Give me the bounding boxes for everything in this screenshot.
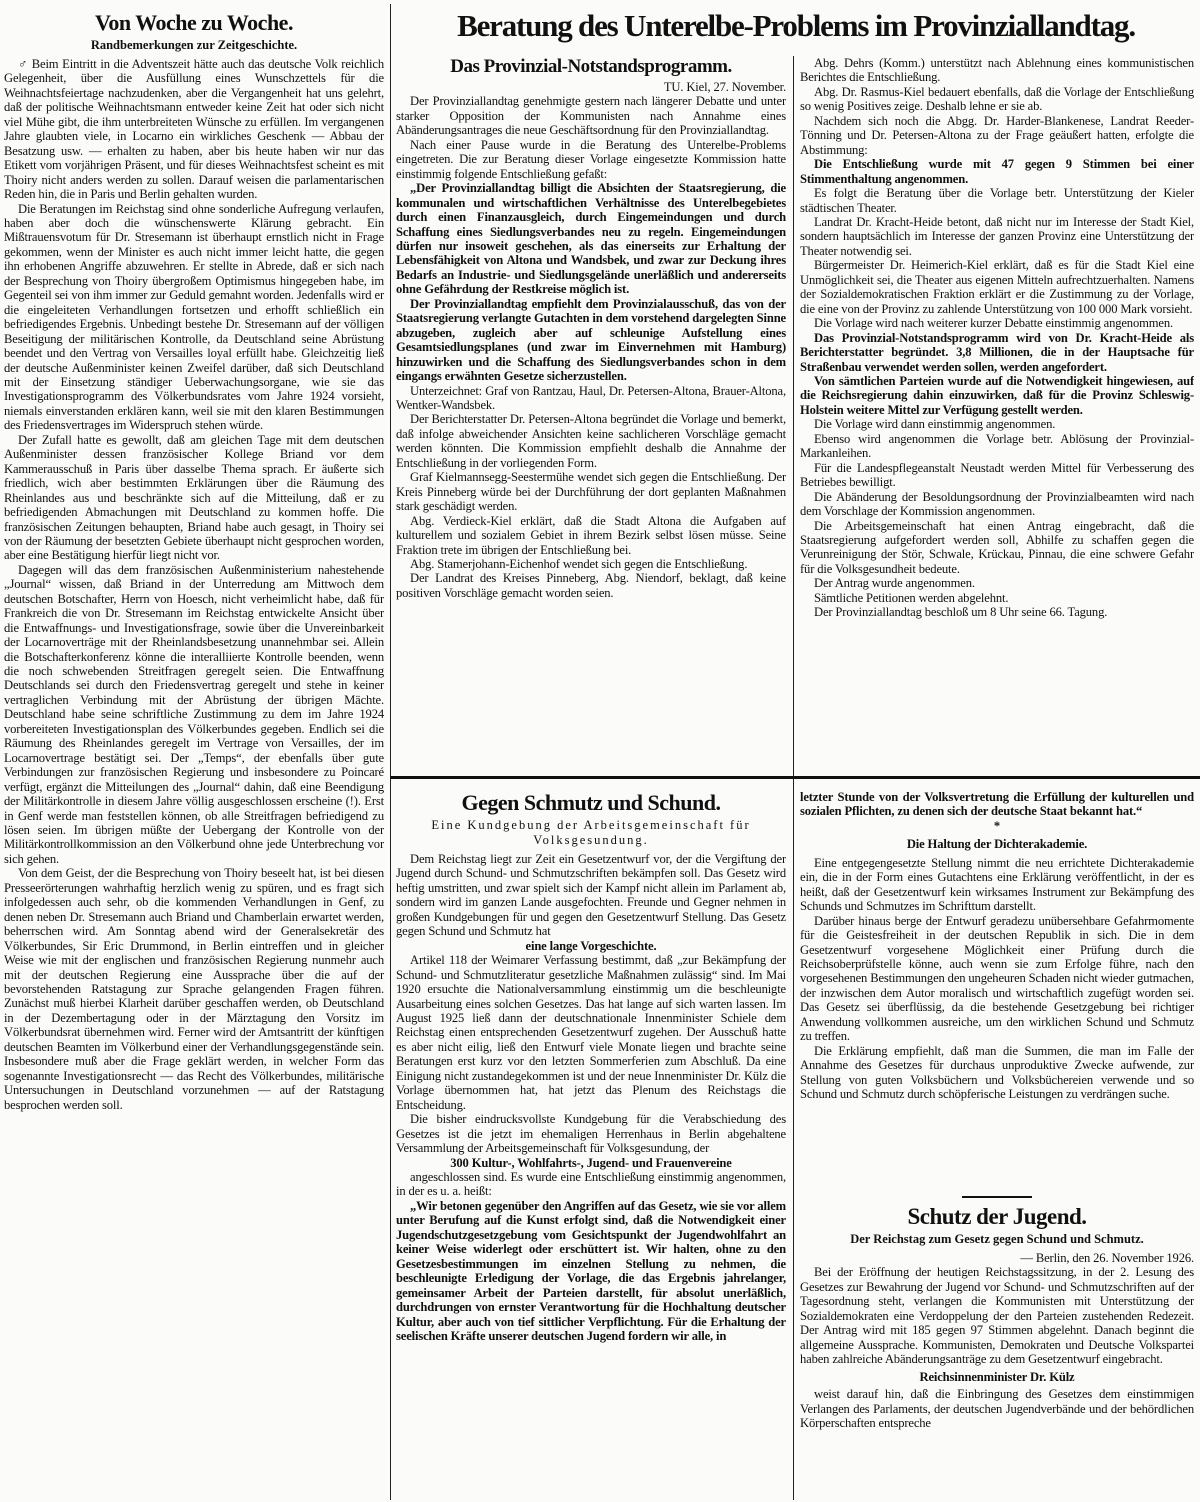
section-rule — [390, 776, 1200, 779]
separator-star: * — [993, 818, 1001, 833]
paragraph: Das Provinzial-Notstandsprogramm wird von Dr. Kracht-Heide als Berichterstatter begründet. 3,8 Millionen, die in der Hauptsache für Straßenbau verwendet werden sollen, werden angefordert. — [800, 330, 1194, 374]
paragraph: ♂ Beim Eintritt in die Adventszeit hätte auch das deutsche Volk reichlich Gelegenheit, über die Ausfüllung eines Wunschzettels für die Weihnachtsfeiertage nachzudenken, aber die Vergangenheit hat uns gelehrt, daß der politische Weihnachtsmann entweder keine Zeit hat oder sich nicht viel Mühe gibt, die ihm unterbreiteten Wünsche zu erfüllen. Im vergangenen Jahre glaubten viele, in Locarno ein wirkliches Geschenk — Abbau der Besatzung usw. — erhalten zu haben, aber bis heute haben wir nur das Etikett vom vorjährigen Präsent, und für dieses Weihnachtsfest scheint es mit Thoiry nicht anders werden zu sollen. Darauf weisen die parlamentarischen Reden hin, die in Paris und Berlin gehalten wurden. — [4, 57, 384, 202]
paragraph: Abg. Dehrs (Komm.) unterstützt nach Ablehnung eines kommunistischen Berichtes die Entschließung. — [800, 56, 1194, 85]
article-title: Das Provinzial-Notstandsprogramm. — [450, 56, 732, 77]
paragraph: Bei der Eröffnung der heutigen Reichstagssitzung, in der 2. Lesung des Gesetzes zur Bewahrung der Jugend vor Schund- und Schmutzschriften auf der Tagesordnung steht, verlangen die Kommunisten mit Unterstützung der Sozialdemokraten eine Verdoppelung der den Parteien zustehenden Redezeit. Der Antrag wird mit 185 gegen 97 Stimmen abgelehnt. Danach beginnt die allgemeine Aussprache. Kommunisten, Demokraten und Deutsche Volkspartei haben zahlreiche Abänderungsanträge zu dem Gesetzentwurf eingebracht. — [800, 1265, 1194, 1367]
paragraph: Abg. Dr. Rasmus-Kiel bedauert ebenfalls, daß die Vorlage der Entschließung so wenig Positives zeige. Deshalb lehne er sie ab. — [800, 84, 1194, 114]
article-title: Schutz der Jugend. — [907, 1204, 1087, 1229]
article-title: Gegen Schmutz und Schund. — [461, 790, 721, 815]
paragraph: Dem Reichstag liegt zur Zeit ein Gesetzentwurf vor, der die Vergiftung der Jugend durch Schund- und Schmutzschriften bekämpfen soll. Das Gesetz wird heftig umstritten, und zwar spielt sich der Kampf nicht allein im Parlament ab, sondern wird im ganzen Lande ausgefochten. Freunde und Gegner nehmen in großen Kundgebungen für und gegen den Gesetzentwurf Stellung. Das Gesetz gegen Schund und Schmutz hat — [396, 852, 786, 939]
resolution-quote: „Wir betonen gegenüber den Angriffen auf das Gesetz, wie sie vor allem unter Berufung auf die Kunst erfolgt sind, daß die Notwendigkeit einer Jugendschutzgesetzgebung vom Gesichtspunkt der Jugendwohlfahrt an keiner Weise widerlegt oder erschüttert ist. Wir halten, ohne zu den Gesetzesbestimmungen im einzelnen Stellung zu nehmen, die beschleunigte Erledigung der Vorlage, die das Ergebnis jahrelanger, gemeinsamer Arbeit der Parteien darstellt, für absolut unerläßlich, durchdrungen von ernster Verantwortung für die Hochhaltung deutscher Kultur, aber auch von tief sittlicher Verpflichtung. Für die Erhaltung der seelischen Kräfte unserer deutschen Jugend fordern wir alle, in — [396, 1198, 786, 1343]
article-provinziallandtag-continued — [800, 56, 1194, 774]
paragraph: Die Entschließung wurde mit 47 gegen 9 Stimmen bei einer Stimmenthaltung angenommen. — [800, 157, 1194, 186]
paragraph: angeschlossen sind. Es wurde eine Entschließung einstimmig angenommen, in der es u. a. heißt: — [396, 1169, 786, 1199]
paragraph: Bürgermeister Dr. Heimerich-Kiel erklärt, daß es für die Stadt Kiel eine Unmöglichkeit sei, die Theater aus eigenen Mitteln aufrechtzuerhalten. Namens der Sozialdemokratischen Fraktion erklärt er die Zustimmung zu der Vorlage, die eine von der Provinz zu zahlende Unterstützung von 100 000 Mark vorsieht. — [800, 258, 1194, 316]
paragraph: Abg. Stamerjohann-Eichenhof wendet sich gegen die Entschließung. — [410, 556, 748, 571]
paragraph: Darüber hinaus berge der Entwurf geradezu unübersehbare Gefahrmomente für die Geistesfreiheit in der deutschen Republik in sich. Die in dem Gesetzentwurf vorgesehene Möglichkeit einer Prüfung durch die Reichsoberprüfstelle könne, auch wenn sie zum Erfolge führe, nach den vorgesehenen Bestimmungen den ungeheuren Schaden nicht wieder gutmachen, der inzwischen dem Autor moralisch und wirtschaftlich zugefügt worden sei. Das Gesetz sei überflüssig, da die bestehende Gesetzgebung bei richtiger Anwendung vollkommen ausreiche, um den wirklichen Schund und Schmutz zu treffen. — [800, 913, 1194, 1044]
article-title: Von Woche zu Woche. — [95, 10, 293, 35]
paragraph: Für die Landespflegeanstalt Neustadt werden Mittel für Verbesserung des Betriebes bewilligt. — [800, 460, 1194, 490]
article-provinzial-notstandsprogramm — [396, 56, 786, 774]
paragraph: Dagegen will das dem französischen Außenministerium nahestehende „Journal“ wissen, daß Briand in der Unterredung am Mittwoch dem deutschen Botschafter, Herrn von Hoesch, nicht verheimlicht habe, daß für Frankreich die von Dr. Stresemann im Reichstag entwickelte Ansicht über die Entwaffnungs- und Investigationsfrage, sowie über die Unvereinbarkeit der Locarnoverträge mit der Rheinlandsbesetzung unannehmbar sei. Allein die Botschafterkonferenz könne die interalliierte Kontrolle beenden, wenn die noch schwebenden Streitfragen geregelt seien. Die Entwaffnung Deutschlands sei durch den Friedensvertrag geregelt und stehe in keiner vertraglichen Verbindung mit der Abrüstung der übrigen Mächte. Deutschland habe seine schriftliche Zustimmung zu dem im Jahre 1924 vorbereiteten Investigationsplan des Völkerbundes gegeben. Endlich sei die Räumung des Rheinlandes geregelt im Vertrage von Versailles, der im Locarnovertrage bestätigt sei. Der „Temps“, der ebenfalls über gute Verbindungen zur französischen Regierung und insbesondere zu Poincaré verfügt, ergänzt die Mitteilungen des „Journal“ dahin, daß eine Beendigung der Militärkontrolle in diesem Jahre völlig ausgeschlossen erscheine (!). Erst in Genf werde man feststellen können, ob alle Streitfragen befriedigend zu lösen seien. Im übrigen müßte der Uebergang der Kontrolle von der Militärkontrollkommission an den Völkerbund ohne jede Unterbrechung vor sich gehen. — [4, 562, 384, 866]
resolution-paragraph: Der Provinziallandtag empfiehlt dem Provinzialausschuß, das von der Staatsregierung verlangte Gutachten in dem vorstehend dargelegten Sinne abzugeben, zugleich aber auf schleunige Aufstellung eines Gesamtsiedlungsplanes (und zwar im Einvernehmen mit Hamburg) hinzuwirken und die Schaffung des Siedlungsverbandes schon in dem eingangs erwähnten Gesetze sicherzustellen. — [396, 296, 786, 384]
paragraph: Graf Kielmannsegg-Seestermühe wendet sich gegen die Entschließung. Der Kreis Pinneberg würde bei der Durchführung der dort geplanten Maßnahmen stark geschädigt werden. — [396, 470, 786, 514]
article-subtitle: Der Reichstag zum Gesetz gegen Schund und Schmutz. — [850, 1232, 1144, 1246]
dateline: TU. Kiel, 27. November. — [663, 80, 786, 94]
article-rule — [962, 1196, 1032, 1198]
paragraph: Die Erklärung empfiehlt, daß man die Summen, die man im Falle der Annahme des Gesetzes für durchaus unproduktive Zwecke aufwende, zur Stellung von guten Volksbüchern und Volksbüchereien verwende und so Schund und Schmutz durch schöpferische Leistungen zu verdrängen suche. — [800, 1043, 1194, 1102]
subheading: Die Haltung der Dichterakademie. — [906, 837, 1088, 852]
paragraph: Der Berichterstatter Dr. Petersen-Altona begründet die Vorlage und bemerkt, daß infolge abweichender Ansichten keine sachlicheren Vorschläge gemacht werden könnten. Die Kommission empfiehlt deshalb die Annahme der Entschließung in der vorliegenden Form. — [396, 412, 786, 470]
paragraph: Unterzeichnet: Graf von Rantzau, Haul, Dr. Petersen-Altona, Brauer-Altona, Wentker-Wandsbek. — [396, 383, 786, 412]
article-dichterakademie — [800, 790, 1194, 1190]
article-subtitle: Eine Kundgebung der Arbeitsgemeinschaft für Volksgesundung. — [431, 818, 751, 847]
article-gegen-schmutz-und-schund — [396, 790, 786, 1500]
column-rule-1 — [390, 4, 391, 1500]
paragraph: Der Provinziallandtag genehmigte gestern nach längerer Debatte und unter starker Opposition der Kommunisten nach Annahme eines Abänderungsantrages die neue Geschäftsordnung für den Provinziallandtag. — [396, 94, 786, 138]
paragraph: Die Arbeitsgemeinschaft hat einen Antrag eingebracht, daß die Staatsregierung aufgefordert werden soll, Abhilfe zu schaffen gegen die Verunreinigung der Stör, Schwale, Krückau, Pinnau, die eine schwere Gefahr für die Volksgesundheit bedeute. — [800, 518, 1194, 576]
paragraph: Eine entgegengesetzte Stellung nimmt die neu errichtete Dichterakademie ein, die in der Form eines Gutachtens eine Erklärung veröffentlicht, in der es heißt, daß der Gesetzentwurf kein wirksames Instrument zur Bekämpfung des Schunds und Schmutzes im Schrifttum darstellt. — [800, 855, 1194, 914]
subheading: eine lange Vorgeschichte. — [525, 938, 657, 953]
paragraph: Ebenso wird angenommen die Vorlage betr. Ablösung der Provinzial-Markanleihen. — [800, 431, 1194, 461]
paragraph: Die Beratungen im Reichstag sind ohne sonderliche Aufregung verlaufen, haben aber doch die wünschenswerte Klärung gebracht. Ein Mißtrauensvotum für Dr. Stresemann ist überhaupt ernstlich nicht in Frage gekommen, wenn der Minister es auch nicht immer leicht hatte, die gegen ihn erhobenen Angriffe abzuwehren. Er stellte in Abrede, daß er sich nach der Besprechung von Thoiry übergroßem Optimismus hingegeben habe, im Gegenteil sei von ihm immer zur Geduld gemahnt worden. Jedenfalls wird er die eingeleiteten Verhandlungen fortsetzen und erhofft schließlich ein befriedigendes Ergebnis. Unbedingt bestehe Dr. Stresemann auf der völligen Beseitigung der militärischen Kontrolle, da Deutschland seine Abrüstung beendet und den Vertrag von Versailles loyal erfüllt habe. Gleichzeitig ließ der deutsche Außenminister keinen Zweifel darüber, daß sich Deutschland mit der Einsetzung ständiger Ueberwachungsorgane, wie sie das Investigationsprogramm des Völkerbundsrates vom Jahre 1924 vorsieht, niemals einverstanden erklären kann, weil sie mit den klaren Bestimmungen des Friedensvertrages im Widerspruch stehen würde. — [4, 201, 384, 433]
paragraph: Nachdem sich noch die Abgg. Dr. Harder-Blankenese, Landrat Reeder-Tönning und Dr. Petersen-Altona zu der Frage geäußert hatten, erfolgte die Abstimmung: — [800, 113, 1194, 157]
resolution-quote-continued: letzter Stunde von der Volksvertretung die Erfüllung der kulturellen und sozialen Pflichten, zu denen sich der deutsche Staat bekannt hat.“ — [800, 790, 1194, 819]
subheading: Reichsinnenminister Dr. Külz — [919, 1369, 1075, 1384]
dateline: — Berlin, den 26. November 1926. — [1020, 1251, 1194, 1265]
paragraph: Landrat Dr. Kracht-Heide betont, daß nicht nur im Interesse der Stadt Kiel, sondern hauptsächlich im Interesse der ganzen Provinz eine Unterstützung der Theater notwendig sei. — [800, 214, 1194, 258]
article-schutz-der-jugend — [800, 1204, 1194, 1500]
paragraph: Von dem Geist, der die Besprechung von Thoiry beseelt hat, ist bei diesen Presseerörterungen wahrhaftig herzlich wenig zu spüren, und es fragt sich infolgedessen auch sehr, ob die kommenden Verhandlungen in Genf, zu denen neben Dr. Stresemann auch Briand und Chamberlain erwartet werden, beherrschen wird. Am Sonntag abend wird der Generalsekretär des Völkerbundes, Sir Eric Drummond, in Berlin eintreffen und in gleicher Weise wie mit der englischen und französischen Regierung nunmehr auch mit der deutschen Regierung eine Aussprache über die auf der bevorstehenden Ratstagung zur Sprache gelangenden Fragen führen. Zunächst muß hierbei Klarheit darüber geschaffen werden, ob Deutschland in der Dezembertagung oder in der Märztagung den Vorsitz im Völkerbundsrat übernehmen wird. Ferner wird der Amtsantritt der künftigen deutschen Beamten im Völkerbund einer der Verhandlungsgegenstände sein. Insbesondere muß aber die Frage geklärt werden, in welcher Form das sogenannte Investigationsrecht — das Recht des Völkerbundes, militärische Untersuchungen in Deutschland vorzunehmen — auf der Ratstagung besprochen werden soll. — [4, 866, 384, 1112]
article-subtitle: Randbemerkungen zur Zeitgeschichte. — [90, 38, 298, 52]
article-von-woche-zu-woche — [4, 4, 384, 1500]
paragraph: Sämtliche Petitionen werden abgelehnt. — [814, 590, 1009, 605]
paragraph: Die Vorlage wird nach weiterer kurzer Debatte einstimmig angenommen. — [814, 316, 1173, 331]
paragraph: Nach einer Pause wurde in die Beratung des Unterelbe-Problems eingetreten. Die zur Beratung dieser Vorlage eingesetzte Kommission hatte einstimmig folgende Entschließung gefaßt: — [396, 137, 786, 181]
paragraph: Der Zufall hatte es gewollt, daß am gleichen Tage mit dem deutschen Außenminister dessen französischer Kollege Briand vor dem Kammerausschuß in Paris über dasselbe Thema sprach. Er äußerte sich friedlich, wich aber bestimmten Erklärungen über die Räumung des Rheinlandes aus und beschränkte sich auf die Mitteilung, daß er zu befriedigenden Abmachungen mit Deutschland zu kommen hoffe. Die französischen Zeitungen behaupten, Briand habe auch gesagt, in Thoiry sei von der Räumung der besetzten Gebiete überhaupt nicht gesprochen worden, aber eine Bestätigung hierfür liegt nicht vor. — [4, 432, 384, 563]
paragraph: Die bisher eindrucksvollste Kundgebung für die Verabschiedung des Gesetzes ist die jetzt im ehemaligen Herrenhaus in Berlin abgehaltene Versammlung der Arbeitsgemeinschaft für Volksgesundung, der — [396, 1112, 786, 1156]
paragraph: Von sämtlichen Parteien wurde auf die Notwendigkeit hingewiesen, auf die Reichsregierung dahin einzuwirken, daß für die Provinz Schleswig-Holstein weitere Mittel zur Verfügung gestellt werden. — [800, 373, 1194, 417]
resolution-paragraph: „Der Provinziallandtag billigt die Absichten der Staatsregierung, die kommunalen und wirtschaftlichen Verhältnisse des Unterelbegebietes durch einen Finanzausgleich, durch Eingemeindungen und durch Schaffung eines Siedlungsverbandes neu zu regeln. Eingemeindungen dürfen nur insoweit geschehen, als das einerseits zur Erhaltung der Lebensfähigkeit von Altona und Wandsbek, und zwar zur Deckung ihres Bedarfs an Industrie- und Siedlungsgelände unerläßlich und andererseits ohne Gefährdung der Restkreise möglich ist. — [396, 181, 786, 297]
paragraph: Der Landrat des Kreises Pinneberg, Abg. Niendorf, beklagt, daß keine positiven Vorschläge gemacht worden seien. — [396, 571, 786, 600]
paragraph: Die Abänderung der Besoldungsordnung der Provinzialbeamten wird nach dem Vorschlage der Kommission angenommen. — [800, 489, 1194, 519]
paragraph: Der Antrag wurde angenommen. — [814, 576, 975, 591]
paragraph: Die Vorlage wird dann einstimmig angenommen. — [814, 417, 1056, 432]
paragraph: Der Provinziallandtag beschloß um 8 Uhr seine 66. Tagung. — [814, 605, 1108, 620]
paragraph: Artikel 118 der Weimarer Verfassung bestimmt, daß „zur Bekämpfung der Schund- und Schmutzliteratur gesetzliche Maßnahmen zulässig“ sind. Im Mai 1920 ersuchte die Nationalversammlung einstimmig um die beschleunigte Ausarbeitung eines solchen Gesetzes. Das hat lange auf sich warten lassen. Im August 1925 ließ dann der deutschnationale Innenminister Schiele dem Reichstag einen entsprechenden Gesetzentwurf zugehen. Der Ausschuß hatte es aber nicht eilig, ließ den Entwurf viele Monate liegen und brachte seine Beratungen erst kurz vor den letzten Sommerferien zum Abschluß. Da eine Einigung nicht zustandegekommen ist und der neue Innenminister Dr. Külz die Vorlage übernommen hat, hat jetzt das Plenum des Reichstags die Entscheidung. — [396, 953, 786, 1112]
page-headline: Beratung des Unterelbe-Problems im Provinziallandtag. — [457, 8, 1135, 43]
paragraph: weist darauf hin, daß die Einbringung des Gesetzes dem einstimmigen Verlangen des Parlaments, der deutschen Jugendverbände und der behördlichen Körperschaften entspreche — [800, 1387, 1194, 1430]
subheading: 300 Kultur-, Wohlfahrts-, Jugend- und Frauenvereine — [450, 1155, 732, 1170]
paragraph: Abg. Verdieck-Kiel erklärt, daß die Stadt Altona die Aufgaben auf kulturellem und sozialem Gebiet in ihrem Bezirk selbst lösen müsse. Seine Fraktion trete im übrigen der Entschließung bei. — [396, 513, 786, 557]
paragraph: Es folgt die Beratung über die Vorlage betr. Unterstützung der Kieler städtischen Theater. — [800, 186, 1194, 215]
